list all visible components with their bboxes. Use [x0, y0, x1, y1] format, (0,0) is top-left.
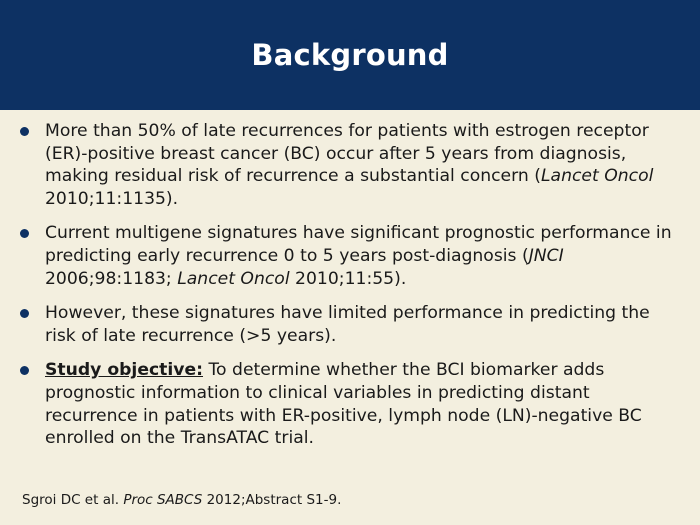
bullet-dot-icon: [20, 127, 29, 136]
reference-detail: 2006;98:1183;: [45, 268, 178, 289]
study-objective-label: Study objective:: [45, 360, 204, 381]
bullet-dot-icon: [20, 309, 29, 318]
bullet-dot-icon: [20, 366, 29, 375]
reference-journal: JNCI: [528, 245, 564, 266]
reference-journal: Lancet Oncol: [177, 268, 290, 289]
bullet-text: To determine whether the BCI biomarker adds prognostic information to clinical variables in predicting distant recurrence in patients with ER-positive, lymph node (LN)-negative BC enrolled on the TransATAC trial.: [45, 360, 642, 449]
citation-detail: 2012;Abstract S1-9.: [202, 492, 342, 508]
title-banner: [0, 0, 700, 110]
reference-detail: 2010;11:1135).: [45, 188, 179, 209]
citation-journal: Proc SABCS: [123, 492, 203, 508]
bullet-item-study-objective: [20, 359, 685, 449]
bullet-item-multigene-signatures: [20, 222, 685, 290]
bullet-list: [20, 120, 685, 462]
bullet-text: More than 50% of late recurrences for patients with estrogen receptor (ER)-positive breast cancer (BC) occur after 5 years from diagnosis, making residual risk of recurrence a substantial concern (: [45, 121, 649, 187]
bullet-text: Current multigene signatures have significant prognostic performance in predicting early recurrence 0 to 5 years post-diagnosis (: [45, 223, 672, 266]
bullet-text: However, these signatures have limited performance in predicting the risk of late recurrence (>5 years).: [45, 303, 650, 346]
citation-footer: [22, 492, 341, 508]
bullet-dot-icon: [20, 229, 29, 238]
bullet-item-limited-performance: [20, 302, 685, 347]
citation-authors: Sgroi DC et al.: [22, 492, 124, 508]
slide-title: Background: [251, 38, 449, 72]
reference-journal: Lancet Oncol: [540, 166, 654, 187]
reference-detail: 2010;11:55).: [289, 268, 407, 289]
bullet-item-late-recurrence: [20, 120, 685, 210]
